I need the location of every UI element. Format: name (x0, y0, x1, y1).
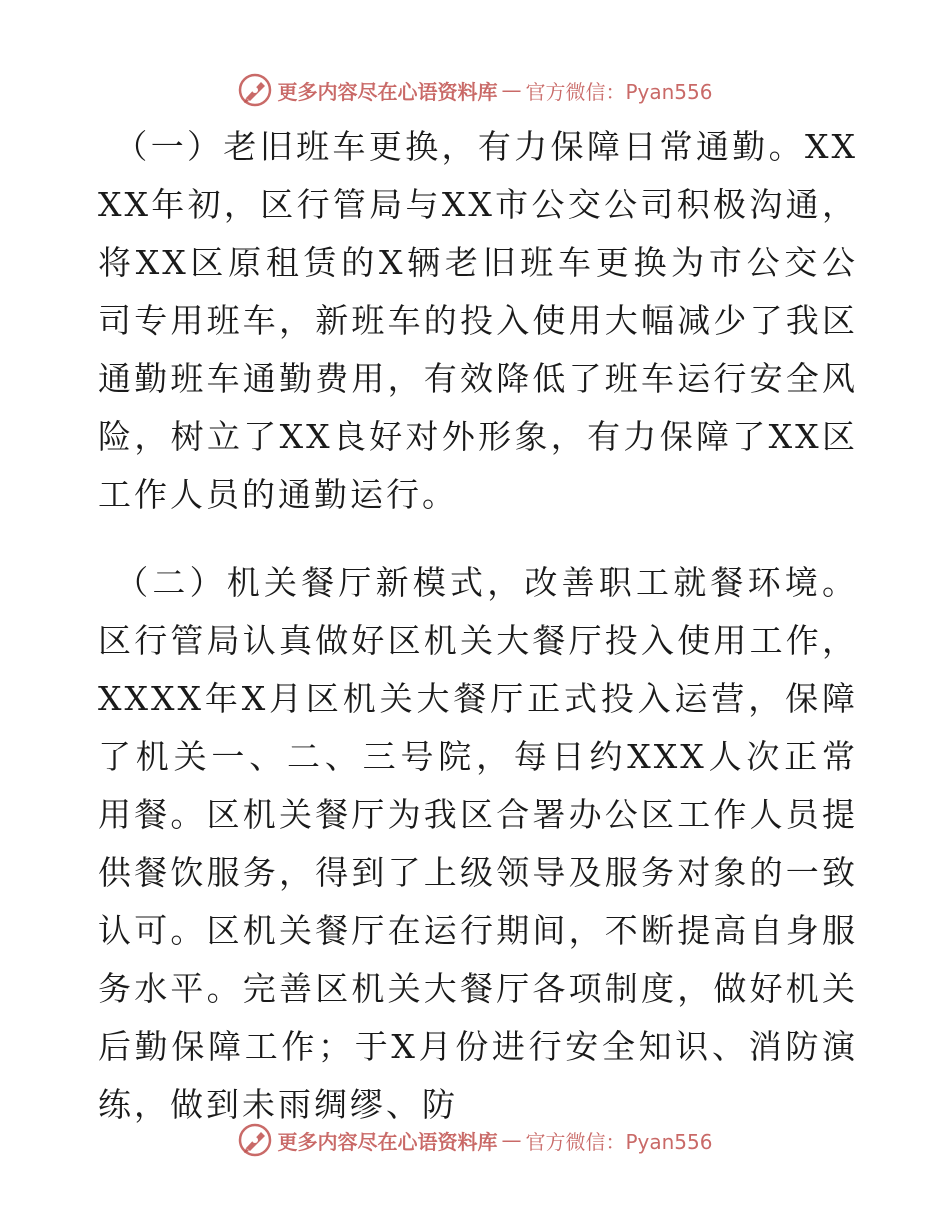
paragraph-1 (98, 118, 858, 524)
watermark-text: 更多内容尽在心语资料库 (277, 1129, 498, 1154)
watermark-wechat: 官方微信：Pyan556 (525, 1129, 713, 1154)
watermark-inner (237, 72, 712, 108)
header-watermark-banner (0, 70, 950, 110)
watermark-wechat: 官方微信：Pyan556 (525, 79, 713, 104)
footer-watermark-banner (0, 1120, 950, 1160)
pen-logo-icon (237, 1122, 273, 1158)
paragraph-2-text: （二）机关餐厅新模式，改善职工就餐环境。区行管局认真做好区机关大餐厅投入使用工作，XXXX年X月区机关大餐厅正式投入运营，保障了机关一、二、三号院，每日约XXX人次正常用餐。区机关餐厅为我区合署办公区工作人员提供餐饮服务，得到了上级领导及服务对象的一致认可。区机关餐厅在运行期间，不断提高自身服务水平。完善区机关大餐厅各项制度，做好机关后勤保障工作；于X月份进行安全知识、消防演练，做到未雨绸缪、防 (98, 563, 858, 1124)
paragraph-2 (98, 554, 858, 1134)
watermark-text: 更多内容尽在心语资料库 (277, 79, 498, 104)
watermark-dash: — (501, 78, 522, 102)
watermark-inner (237, 1122, 712, 1158)
document-body (98, 118, 858, 1134)
watermark-dash: — (501, 1128, 522, 1152)
pen-logo-icon (237, 72, 273, 108)
paragraph-1-text: （一）老旧班车更换，有力保障日常通勤。XXXX年初，区行管局与XX市公交公司积极沟通，将XX区原租赁的X辆老旧班车更换为市公交公司专用班车，新班车的投入使用大幅减少了我区通勤班车通勤费用，有效降低了班车运行安全风险，树立了XX良好对外形象，有力保障了XX区工作人员的通勤运行。 (98, 127, 858, 514)
